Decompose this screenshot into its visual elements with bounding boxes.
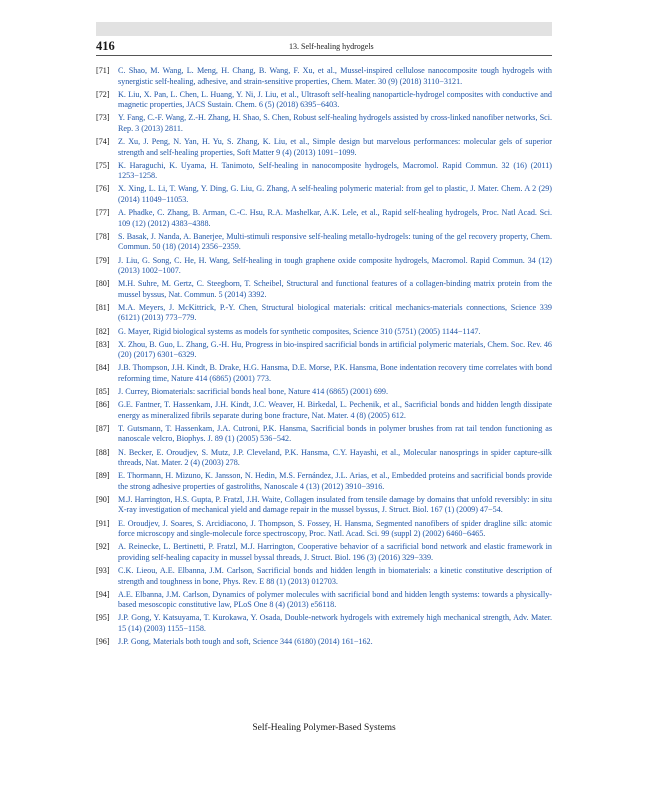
reference-item [96, 400, 552, 421]
reference-link[interactable]: T. Gutsmann, T. Hassenkam, J.A. Cutroni, P.K. Hansma, Sacrificial bonds in polymer brushes from rat tail tendon functioning as nanoscale velcro, Biophys. J. 89 (1) (2005) 536−542. [118, 423, 552, 444]
reference-item [96, 363, 552, 384]
reference-number: [72] [96, 89, 110, 99]
reference-item [96, 256, 552, 277]
reference-number: [91] [96, 518, 110, 528]
reference-item [96, 613, 552, 634]
reference-number: [85] [96, 387, 110, 397]
reference-number: [73] [96, 113, 110, 123]
page-number: 416 [96, 39, 115, 53]
reference-link[interactable]: C.K. Lieou, A.E. Elbanna, J.M. Carlson, Sacrificial bonds and hidden length in biomaterials: a kinetic constitutive description of strength and toughness in bone, Phys. Rev. E 88 (1) (2013) 012703. [118, 565, 552, 586]
reference-item [96, 161, 552, 182]
reference-link[interactable]: C. Shao, M. Wang, L. Meng, H. Chang, B. Wang, F. Xu, et al., Mussel-inspired cellulose nanocomposite tough hydrogels with synergistic self-healing, adhesive, and strain-sensitive properties, Chem. Mater. 30 (9) (2018) 3110−3121. [118, 66, 552, 86]
reference-number: [94] [96, 589, 110, 599]
reference-link[interactable]: J.P. Gong, Materials both tough and soft, Science 344 (6180) (2014) 161−162. [118, 637, 373, 646]
reference-number: [77] [96, 208, 110, 218]
reference-link[interactable]: J.B. Thompson, J.H. Kindt, B. Drake, H.G. Hansma, D.E. Morse, P.K. Hansma, Bone indentation recovery time correlates with bond reforming time, Nature 414 (6865) (2001) 773. [118, 363, 552, 383]
reference-item [96, 471, 552, 492]
reference-item [96, 303, 552, 324]
reference-number: [87] [96, 423, 110, 433]
running-header [96, 38, 552, 56]
reference-item [96, 448, 552, 469]
reference-item [96, 387, 552, 398]
reference-link[interactable]: K. Liu, X. Pan, L. Chen, L. Huang, Y. Ni, J. Liu, et al., Ultrasoft self-healing nanoparticle-hydrogel composites with conductive and magnetic properties, JACS Sustain. Chem. 6 (5) (2018) 6395−6403. [118, 89, 552, 110]
reference-number: [89] [96, 471, 110, 481]
reference-item [96, 542, 552, 563]
book-title-footer: Self-Healing Polymer-Based Systems [252, 723, 396, 733]
reference-link[interactable]: K. Haraguchi, K. Uyama, H. Tanimoto, Self-healing in nanocomposite hydrogels, Macromol. Rapid Commun. 32 (16) (2011) 1253−1258. [118, 160, 552, 181]
reference-number: [78] [96, 231, 110, 241]
reference-number: [92] [96, 542, 110, 552]
reference-link[interactable]: A. Phadke, C. Zhang, B. Arman, C.-C. Hsu, R.A. Mashelkar, A.K. Lele, et al., Rapid self-healing hydrogels, Proc. Natl Acad. Sci. 109 (12) (2012) 4383−4388. [118, 208, 552, 228]
reference-number: [71] [96, 66, 110, 75]
reference-link[interactable]: E. Oroudjev, J. Soares, S. Arcidiacono, J. Thompson, S. Fossey, H. Hansma, Segmented nanofibers of spider dragline silk: atomic force microscopy and single-molecule force spectroscopy, Proc. Natl. Acad. Sci. 99 (suppl 2) (2002) 6460−6465. [118, 518, 552, 539]
reference-link[interactable]: M.H. Suhre, M. Gertz, C. Steegborn, T. Scheibel, Structural and functional features of a collagen-binding matrix protein from the mussel byssus, Nat. Commun. 5 (2014) 3392. [118, 279, 552, 299]
reference-number: [86] [96, 400, 110, 410]
reference-link[interactable]: J.P. Gong, Y. Katsuyama, T. Kurokawa, Y. Osada, Double-network hydrogels with extremely high mechanical strength, Adv. Mater. 15 (14) (2003) 1155−1158. [118, 613, 552, 633]
reference-number: [96] [96, 637, 110, 646]
reference-list [96, 66, 552, 650]
reference-item [96, 566, 552, 587]
reference-link[interactable]: G.E. Fantner, T. Hassenkam, J.H. Kindt, J.C. Weaver, H. Birkedal, L. Pechenik, et al., Sacrificial bonds and hidden length dissipate energy as mineralized fibrils separate during bone fracture, Nat. Mater. 4 (8) (2005) 612. [118, 400, 552, 420]
reference-item [96, 424, 552, 445]
top-gray-bar [96, 22, 552, 36]
reference-link[interactable]: J. Currey, Biomaterials: sacrificial bonds heal bone, Nature 414 (6865) (2001) 699. [118, 387, 389, 397]
reference-item [96, 137, 552, 158]
reference-link[interactable]: M.J. Harrington, H.S. Gupta, P. Fratzl, J.H. Waite, Collagen insulated from tensile damage by domains that unfold reversibly: in situ X-ray investigation of mechanical yield and damage repair in the mussel byssus, J. Struct. Biol. 167 (1) (2009) 47−54. [118, 494, 552, 515]
reference-link[interactable]: X. Zhou, B. Guo, L. Zhang, G.-H. Hu, Progress in bio-inspired sacrificial bonds in artificial polymeric materials, Chem. Soc. Rev. 46 (20) (2017) 6301−6329. [118, 339, 552, 360]
reference-number: [90] [96, 494, 110, 504]
reference-item [96, 232, 552, 253]
reference-item [96, 519, 552, 540]
reference-link[interactable]: J. Liu, G. Song, C. He, H. Wang, Self-healing in tough graphene oxide composite hydrogels, Macromol. Rapid Commun. 34 (12) (2013) 1002−1007. [118, 255, 552, 276]
reference-item [96, 90, 552, 111]
reference-number: [80] [96, 279, 110, 289]
reference-link[interactable]: G. Mayer, Rigid biological systems as models for synthetic composites, Science 310 (5751) (2005) 1144−1147. [118, 326, 481, 336]
reference-number: [76] [96, 184, 110, 194]
reference-item [96, 208, 552, 229]
reference-number: [75] [96, 160, 110, 170]
reference-item [96, 590, 552, 611]
chapter-title: 13. Self-healing hydrogels [289, 42, 374, 51]
reference-item [96, 184, 552, 205]
reference-link[interactable]: A. Reinecke, L. Bertinetti, P. Fratzl, M.J. Harrington, Cooperative behavior of a sacrificial bond network and elastic framework in providing self-healing capacity in mussel byssal threads, J. Struct. Biol. 196 (3) (2016) 329−339. [118, 542, 552, 562]
reference-link[interactable]: S. Basak, J. Nanda, A. Banerjee, Multi-stimuli responsive self-healing metallo-hydrogels: tuning of the gel recovery property, Chem. Commun. 50 (18) (2014) 2356−2359. [118, 231, 552, 252]
reference-number: [93] [96, 565, 110, 575]
reference-item [96, 495, 552, 516]
reference-link[interactable]: Z. Xu, J. Peng, N. Yan, H. Yu, S. Zhang, K. Liu, et al., Simple design but marvelous performances: molecular gels of superior strength and self-healing properties, Soft Matter 9 (4) (2013) 1091−1099. [118, 137, 552, 157]
reference-link[interactable]: X. Xing, L. Li, T. Wang, Y. Ding, G. Liu, G. Zhang, A self-healing polymeric material: from gel to plastic, J. Mater. Chem. A 2 (29) (2014) 11049−11053. [118, 184, 552, 205]
reference-item [96, 279, 552, 300]
reference-item [96, 327, 552, 338]
reference-item [96, 340, 552, 361]
reference-number: [88] [96, 447, 110, 457]
reference-number: [74] [96, 137, 110, 147]
reference-item [96, 66, 552, 87]
reference-number: [83] [96, 339, 110, 349]
reference-link[interactable]: Y. Fang, C.-F. Wang, Z.-H. Zhang, H. Shao, S. Chen, Robust self-healing hydrogels assisted by cross-linked nanofiber networks, Sci. Rep. 3 (2013) 2811. [118, 113, 552, 133]
reference-number: [84] [96, 363, 110, 373]
reference-number: [81] [96, 302, 110, 312]
reference-link[interactable]: E. Thormann, H. Mizuno, K. Jansson, N. Hedin, M.S. Fernández, J.L. Arias, et al., Embedded proteins and sacrificial bonds provide the strong adhesive properties of gastroliths, Nanoscale 4 (13) (2012) 3910−3916. [118, 471, 552, 491]
reference-number: [95] [96, 613, 110, 623]
reference-number: [79] [96, 255, 110, 265]
reference-item [96, 113, 552, 134]
reference-link[interactable]: M.A. Meyers, J. McKittrick, P.-Y. Chen, Structural biological materials: critical mechanics-materials connections, Science 339 (6121) (2013) 773−779. [118, 302, 552, 323]
reference-link[interactable]: N. Becker, E. Oroudjev, S. Mutz, J.P. Cleveland, P.K. Hansma, C.Y. Hayashi, et al., Molecular nanosprings in spider capture-silk threads, Nat. Mater. 2 (4) (2003) 278. [118, 447, 552, 468]
reference-number: [82] [96, 326, 110, 336]
reference-item [96, 637, 552, 648]
reference-link[interactable]: A.E. Elbanna, J.M. Carlson, Dynamics of polymer molecules with sacrificial bond and hidden length systems: towards a physically-based mesoscopic constitutive law, PLoS One 8 (4) (2013) e56118. [118, 589, 552, 610]
